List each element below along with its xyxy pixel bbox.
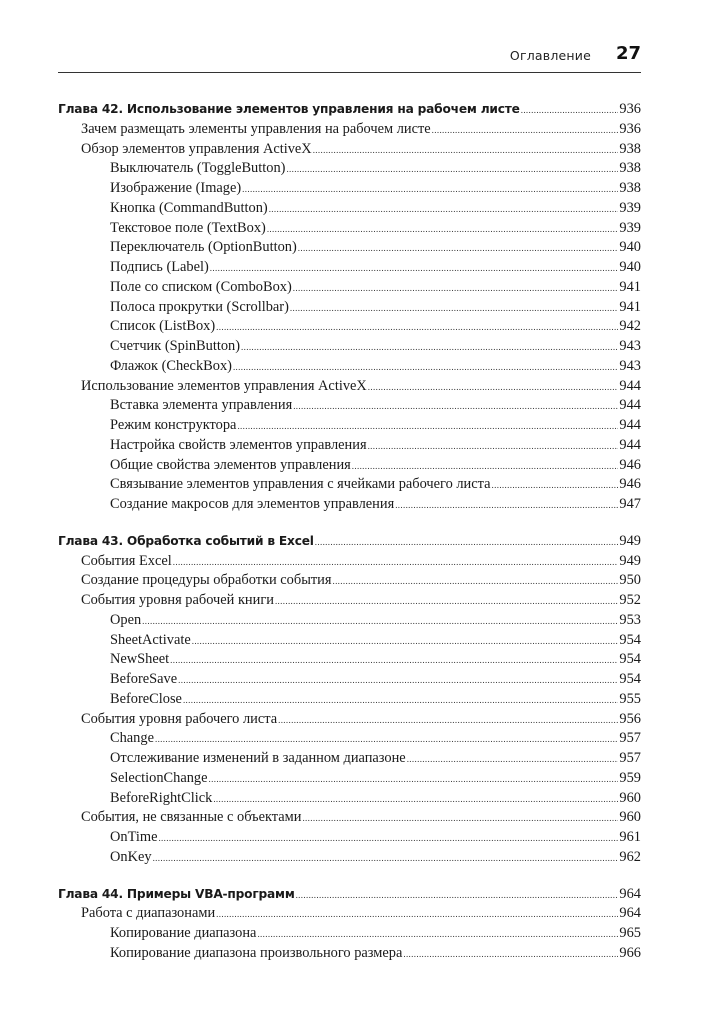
toc-entry[interactable]: [58, 789, 641, 809]
toc-entry-title: Обзор элементов управления ActiveX: [81, 140, 312, 157]
toc-entry[interactable]: [58, 495, 641, 515]
toc-entry-page: 961: [619, 829, 641, 845]
toc-entry-page: 940: [619, 239, 641, 256]
toc-entry-page: 949: [619, 532, 641, 549]
toc-entry-page: 942: [619, 318, 641, 335]
toc-entry[interactable]: [58, 219, 641, 239]
dot-leader: [233, 357, 618, 377]
dot-leader: [192, 631, 619, 651]
dot-leader: [296, 885, 619, 905]
toc-entry-title: Связывание элементов управления с ячейками рабочего листа: [110, 476, 491, 493]
dot-leader: [395, 495, 618, 515]
toc-entry-title: Подпись (Label): [110, 259, 209, 275]
toc-entry-title: Создание макросов для элементов управления: [110, 496, 395, 512]
toc-entry[interactable]: [58, 278, 641, 298]
dot-leader: [275, 591, 618, 611]
dot-leader: [153, 848, 619, 868]
dot-leader: [237, 416, 618, 436]
dot-leader: [173, 552, 619, 572]
toc-entry[interactable]: [58, 552, 641, 572]
toc-entry-title: Выключатель (ToggleButton): [110, 160, 286, 177]
toc-entry-page: 965: [619, 925, 641, 941]
toc-chapter-entry[interactable]: [58, 532, 641, 552]
toc-entry-title: Текстовое поле (TextBox): [110, 219, 266, 236]
toc-entry-page: 962: [619, 848, 641, 865]
toc-entry[interactable]: [58, 120, 641, 140]
toc-entry-title: Работа с диапазонами: [81, 905, 216, 922]
dot-leader: [158, 828, 618, 848]
toc-entry[interactable]: [58, 611, 641, 631]
dot-leader: [315, 532, 619, 552]
toc-entry-title: OnTime: [110, 829, 158, 845]
toc-entry-title: Использование элементов управления ActiveX: [81, 377, 367, 394]
toc-entry-title: Флажок (CheckBox): [110, 357, 232, 374]
toc-entry-title: Список (ListBox): [110, 318, 216, 335]
dot-leader: [492, 475, 619, 495]
toc-entry-page: 938: [619, 160, 641, 177]
toc-entry-page: 944: [619, 397, 641, 414]
toc-entry-page: 955: [619, 690, 641, 707]
toc-chapter-entry[interactable]: [58, 100, 641, 120]
running-header: [58, 38, 641, 73]
toc-entry[interactable]: [58, 848, 641, 868]
page-number: 27: [615, 43, 641, 64]
toc-entry-title: Копирование диапазона: [110, 925, 257, 941]
toc-entry[interactable]: [58, 140, 641, 160]
toc-entry-title: Отслеживание изменений в заданном диапазоне: [110, 750, 406, 766]
toc-entry-page: 953: [619, 611, 641, 628]
toc-entry-page: 944: [619, 436, 641, 453]
dot-leader: [313, 140, 619, 160]
toc-entry-page: 938: [619, 180, 641, 196]
dot-leader: [332, 571, 618, 591]
dot-leader: [521, 100, 619, 120]
toc-entry-title: OnKey: [110, 848, 152, 865]
toc-entry[interactable]: [58, 631, 641, 651]
dot-leader: [242, 179, 618, 199]
chapter-separator: [58, 868, 641, 885]
toc-entry[interactable]: [58, 904, 641, 924]
toc-entry[interactable]: [58, 690, 641, 710]
table-of-contents: [58, 100, 641, 964]
dot-leader: [216, 904, 618, 924]
toc-entry-title: Кнопка (CommandButton): [110, 199, 268, 216]
toc-entry-page: 966: [619, 944, 641, 961]
toc-entry[interactable]: [58, 199, 641, 219]
toc-entry-page: 954: [619, 651, 641, 668]
toc-entry[interactable]: [58, 944, 641, 964]
toc-entry[interactable]: [58, 729, 641, 749]
toc-entry-title: Создание процедуры обработки события: [81, 572, 332, 589]
toc-entry-page: 940: [619, 259, 641, 275]
toc-entry-page: 943: [619, 338, 641, 354]
toc-entry-page: 952: [619, 592, 641, 608]
toc-entry[interactable]: [58, 436, 641, 456]
toc-entry[interactable]: [58, 337, 641, 357]
toc-entry-title: Изображение (Image): [110, 180, 242, 196]
dot-leader: [290, 298, 619, 318]
toc-entry[interactable]: [58, 670, 641, 690]
toc-entry-page: 936: [619, 120, 641, 137]
toc-entry-page: 941: [619, 298, 641, 315]
toc-entry-page: 954: [619, 671, 641, 687]
toc-entry[interactable]: [58, 591, 641, 611]
toc-entry-title: Глава 43. Обработка событий в Excel: [58, 533, 314, 548]
dot-leader: [432, 120, 619, 140]
toc-entry-title: SheetActivate: [110, 631, 191, 648]
dot-leader: [142, 611, 618, 631]
toc-entry[interactable]: [58, 357, 641, 377]
toc-entry-title: События Excel: [81, 552, 172, 569]
toc-entry[interactable]: [58, 396, 641, 416]
toc-entry-title: Change: [110, 730, 154, 747]
dot-leader: [213, 789, 618, 809]
toc-entry-title: Общие свойства элементов управления: [110, 456, 351, 473]
toc-entry-title: Переключатель (OptionButton): [110, 239, 297, 256]
toc-entry-title: Полоса прокрутки (Scrollbar): [110, 298, 289, 315]
toc-entry-title: События уровня рабочего листа: [81, 710, 278, 727]
toc-entry-page: 939: [619, 199, 641, 216]
toc-entry-title: Глава 44. Примеры VBA-программ: [58, 886, 295, 901]
toc-entry[interactable]: [58, 377, 641, 397]
dot-leader: [210, 258, 619, 278]
toc-entry[interactable]: [58, 258, 641, 278]
toc-entry-page: 959: [619, 769, 641, 786]
toc-entry-title: Глава 42. Использование элементов управления на рабочем листе: [58, 102, 520, 116]
toc-entry[interactable]: [58, 924, 641, 944]
toc-entry-page: 947: [619, 496, 641, 512]
toc-entry-page: 946: [619, 476, 641, 493]
dot-leader: [209, 769, 619, 789]
toc-entry-page: 960: [619, 789, 641, 806]
toc-entry[interactable]: [58, 475, 641, 495]
dot-leader: [352, 456, 619, 476]
dot-leader: [269, 199, 619, 219]
toc-entry-page: 956: [619, 710, 641, 727]
dot-leader: [216, 317, 618, 337]
dot-leader: [267, 219, 619, 239]
toc-entry-page: 960: [619, 809, 641, 826]
toc-entry-page: 964: [619, 885, 641, 902]
dot-leader: [178, 670, 618, 690]
toc-entry-title: BeforeClose: [110, 690, 182, 707]
toc-entry[interactable]: [58, 828, 641, 848]
toc-entry-title: SelectionChange: [110, 769, 208, 786]
running-header-title: Оглавление: [509, 48, 591, 63]
toc-entry[interactable]: [58, 808, 641, 828]
dot-leader: [368, 377, 619, 397]
toc-entry-title: Настройка свойств элементов управления: [110, 436, 367, 453]
toc-entry-title: События, не связанные с объектами: [81, 809, 302, 826]
toc-entry-title: NewSheet: [110, 651, 170, 668]
toc-entry[interactable]: [58, 571, 641, 591]
toc-entry-page: 938: [619, 140, 641, 157]
toc-entry-page: 943: [619, 357, 641, 374]
toc-entry-title: BeforeRightClick: [110, 789, 213, 806]
toc-entry-title: События уровня рабочей книги: [81, 592, 274, 608]
toc-entry[interactable]: [58, 650, 641, 670]
dot-leader: [278, 710, 618, 730]
toc-entry-title: Open: [110, 611, 142, 628]
dot-leader: [170, 650, 618, 670]
toc-entry-title: Поле со списком (ComboBox): [110, 278, 292, 295]
dot-leader: [403, 944, 618, 964]
toc-entry-title: Счетчик (SpinButton): [110, 338, 241, 354]
toc-entry-title: Режим конструктора: [110, 417, 237, 433]
dot-leader: [407, 749, 619, 769]
dot-leader: [293, 278, 619, 298]
toc-entry[interactable]: [58, 416, 641, 436]
toc-chapter-entry[interactable]: [58, 885, 641, 905]
toc-entry-page: 939: [619, 219, 641, 236]
toc-entry-title: Вставка элемента управления: [110, 397, 293, 414]
toc-entry-page: 944: [619, 417, 641, 433]
toc-entry-title: Копирование диапазона произвольного размера: [110, 944, 403, 961]
dot-leader: [257, 924, 618, 944]
toc-entry-page: 957: [619, 750, 641, 766]
toc-entry-page: 950: [619, 572, 641, 589]
dot-leader: [293, 396, 618, 416]
dot-leader: [241, 337, 618, 357]
dot-leader: [286, 159, 618, 179]
toc-entry-page: 941: [619, 278, 641, 295]
toc-entry[interactable]: [58, 317, 641, 337]
toc-entry-page: 946: [619, 456, 641, 473]
dot-leader: [183, 690, 618, 710]
toc-entry[interactable]: [58, 710, 641, 730]
dot-leader: [368, 436, 619, 456]
toc-entry-page: 957: [619, 730, 641, 747]
chapter-separator: [58, 515, 641, 532]
toc-entry[interactable]: [58, 298, 641, 318]
dot-leader: [155, 729, 618, 749]
toc-entry[interactable]: [58, 238, 641, 258]
toc-entry-page: 944: [619, 377, 641, 394]
toc-entry[interactable]: [58, 749, 641, 769]
toc-entry-page: 964: [619, 905, 641, 922]
toc-entry[interactable]: [58, 159, 641, 179]
dot-leader: [298, 238, 619, 258]
dot-leader: [302, 808, 618, 828]
toc-entry[interactable]: [58, 456, 641, 476]
toc-entry-title: Зачем размещать элементы управления на рабочем листе: [81, 120, 431, 137]
toc-entry[interactable]: [58, 769, 641, 789]
toc-entry-page: 936: [619, 101, 641, 117]
toc-entry-page: 949: [619, 552, 641, 569]
toc-entry-page: 954: [619, 631, 641, 648]
toc-entry[interactable]: [58, 179, 641, 199]
toc-entry-title: BeforeSave: [110, 671, 178, 687]
